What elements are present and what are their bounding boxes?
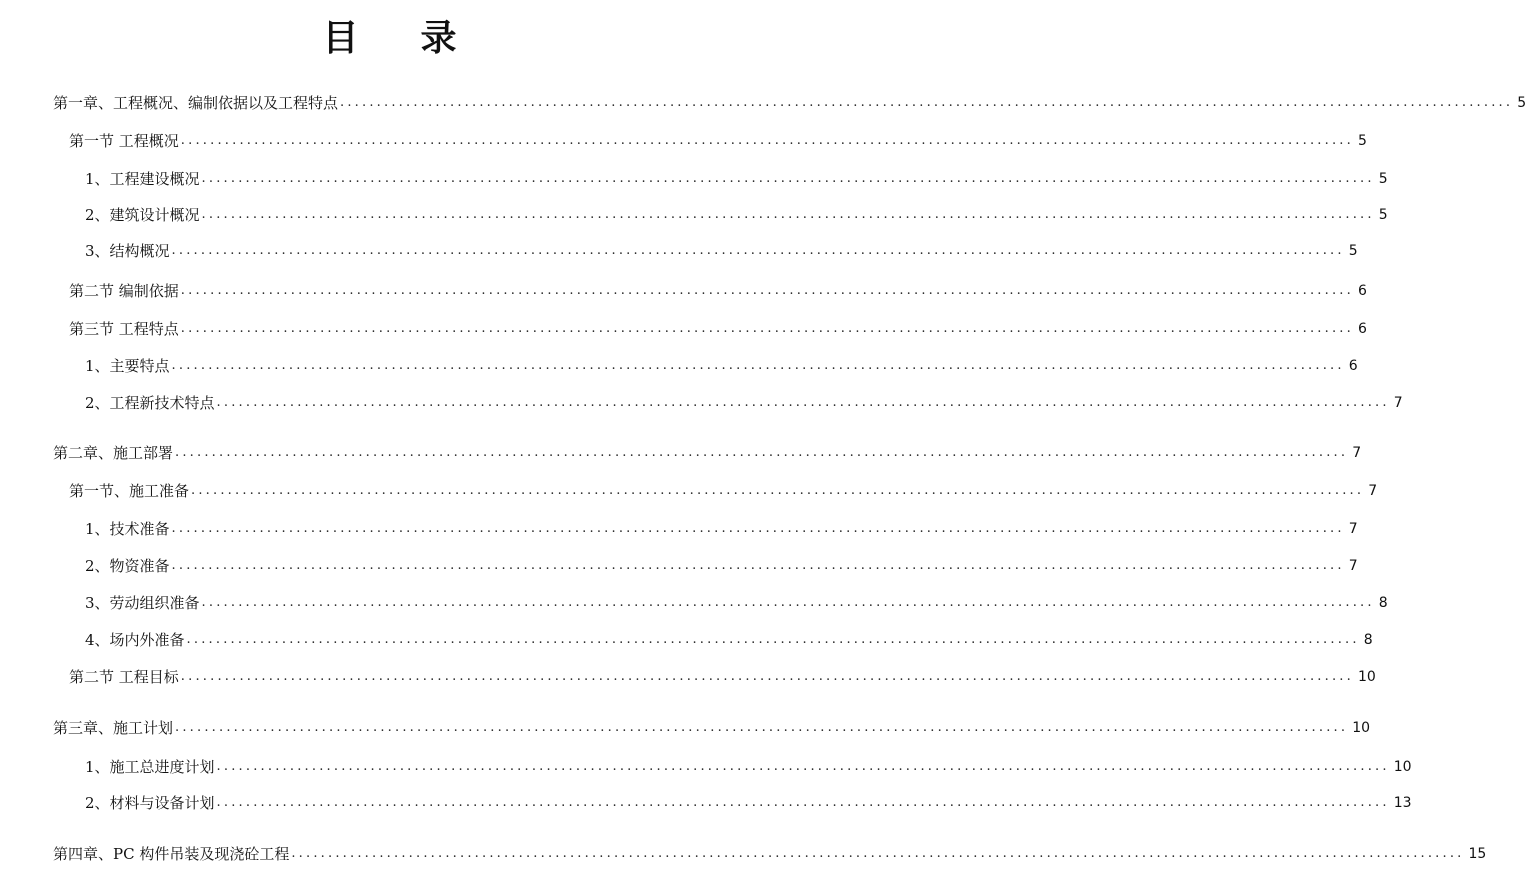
toc-entry-chapter-1[interactable] (53, 92, 1526, 114)
toc-entry-label: 第四章、PC 构件吊装及现浇砼工程 (53, 845, 290, 863)
dot-leader: ................................................................................................................................................................ (186, 632, 1360, 647)
toc-entry-page-number: 6 (1357, 321, 1367, 337)
toc-entry-item[interactable] (85, 240, 1358, 262)
toc-entry-label: 3、劳动组织准备 (85, 594, 200, 612)
toc-entry-label: 1、技术准备 (85, 520, 170, 538)
toc-entry-section[interactable] (69, 280, 1367, 302)
dot-leader: ................................................................................................................................................................ (216, 395, 1390, 410)
dot-leader: ................................................................................................................................................................ (201, 595, 1375, 610)
toc-entry-chapter-4[interactable] (53, 843, 1487, 865)
toc-entry-section[interactable] (69, 318, 1367, 340)
dot-leader: ................................................................................................................................................................ (171, 243, 1345, 258)
dot-leader: ................................................................................................................................................................ (171, 558, 1345, 573)
dot-leader: ................................................................................................................................................................ (175, 720, 1349, 735)
toc-entry-item[interactable] (85, 355, 1358, 377)
toc-entry-label: 第三章、施工计划 (53, 719, 174, 737)
toc-entry-page-number: 7 (1348, 521, 1358, 537)
toc-entry-label: 第三节 工程特点 (69, 320, 179, 338)
toc-entry-page-number: 5 (1378, 207, 1388, 223)
toc-entry-section[interactable] (69, 666, 1376, 688)
toc-entry-page-number: 10 (1357, 669, 1376, 685)
toc-entry-page-number: 5 (1378, 171, 1388, 187)
toc-entry-page-number: 10 (1393, 759, 1412, 775)
toc-entry-item[interactable] (85, 392, 1403, 414)
toc-entry-label: 4、场内外准备 (85, 631, 185, 649)
toc-entry-page-number: 5 (1517, 95, 1526, 111)
toc-entry-label: 第二章、施工部署 (53, 444, 174, 462)
toc-entry-label: 2、建筑设计概况 (85, 206, 200, 224)
toc-entry-page-number: 15 (1468, 846, 1487, 862)
dot-leader: ................................................................................................................................................................ (180, 133, 1354, 148)
toc-entry-item[interactable] (85, 756, 1412, 778)
dot-leader: ................................................................................................................................................................ (180, 321, 1354, 336)
dot-leader: ................................................................................................................................................................ (201, 171, 1375, 186)
dot-leader: ................................................................................................................................................................ (291, 846, 1465, 861)
toc-entry-item[interactable] (85, 204, 1388, 226)
toc-entry-chapter-2[interactable] (53, 442, 1362, 464)
toc-entry-label: 3、结构概况 (85, 242, 170, 260)
toc-entry-item[interactable] (85, 792, 1412, 814)
toc-entry-item[interactable] (85, 592, 1388, 614)
toc-entry-page-number: 10 (1352, 720, 1371, 736)
dot-leader: ................................................................................................................................................................ (340, 95, 1514, 110)
toc-entry-page-number: 8 (1363, 632, 1373, 648)
toc-entry-label: 第一节 工程概况 (69, 132, 179, 150)
toc-entry-chapter-3[interactable] (53, 717, 1371, 739)
dot-leader: ................................................................................................................................................................ (175, 445, 1349, 460)
dot-leader: ................................................................................................................................................................ (180, 669, 1354, 684)
toc-entry-label: 2、材料与设备计划 (85, 794, 215, 812)
dot-leader: ................................................................................................................................................................ (171, 358, 1345, 373)
dot-leader: ................................................................................................................................................................ (191, 483, 1365, 498)
toc-entry-item[interactable] (85, 518, 1358, 540)
toc-entry-label: 1、主要特点 (85, 357, 170, 375)
toc-entry-item[interactable] (85, 168, 1388, 190)
toc-entry-page-number: 6 (1357, 283, 1367, 299)
dot-leader: ................................................................................................................................................................ (201, 207, 1375, 222)
dot-leader: ................................................................................................................................................................ (171, 521, 1345, 536)
page-title-first-char: 目 (322, 18, 359, 59)
toc-entry-page-number: 7 (1352, 445, 1362, 461)
toc-entry-page-number: 13 (1393, 795, 1412, 811)
toc-entry-label: 第一章、工程概况、编制依据以及工程特点 (53, 94, 339, 112)
page-title (0, 14, 779, 64)
toc-entry-label: 第二节 编制依据 (69, 282, 179, 300)
dot-leader: ................................................................................................................................................................ (180, 283, 1354, 298)
toc-entry-item[interactable] (85, 629, 1373, 651)
toc-entry-label: 2、物资准备 (85, 557, 170, 575)
toc-entry-page-number: 6 (1348, 358, 1358, 374)
toc-entry-page-number: 7 (1348, 558, 1358, 574)
toc-entry-section[interactable] (69, 130, 1367, 152)
toc-entry-page-number: 5 (1357, 133, 1367, 149)
toc-entry-label: 2、工程新技术特点 (85, 394, 215, 412)
toc-entry-page-number: 5 (1348, 243, 1358, 259)
toc-entry-section[interactable] (69, 480, 1378, 502)
toc-entry-page-number: 8 (1378, 595, 1388, 611)
page-title-second-char: 录 (420, 18, 457, 59)
dot-leader: ................................................................................................................................................................ (216, 795, 1390, 810)
toc-entry-item[interactable] (85, 555, 1358, 577)
toc-entry-label: 1、工程建设概况 (85, 170, 200, 188)
toc-entry-label: 第一节、施工准备 (69, 482, 190, 500)
toc-entry-label: 第二节 工程目标 (69, 668, 179, 686)
toc-entry-label: 1、施工总进度计划 (85, 758, 215, 776)
dot-leader: ................................................................................................................................................................ (216, 759, 1390, 774)
toc-entry-page-number: 7 (1368, 483, 1378, 499)
toc-entry-page-number: 7 (1393, 395, 1403, 411)
